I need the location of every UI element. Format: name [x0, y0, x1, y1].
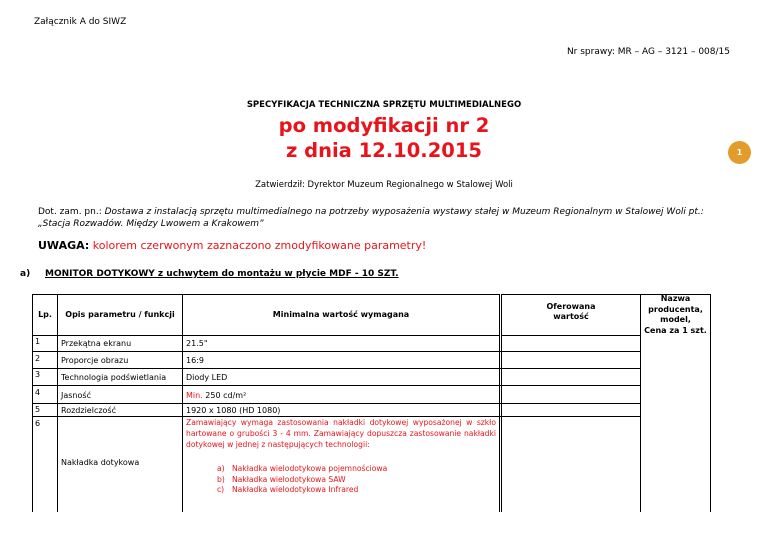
approved-by: Zatwierdził: Dyrektor Muzeum Regionalnego w Stalowej Woli	[255, 180, 513, 190]
order-subject-title: Dostawa z instalacją sprzętu multimedialnego na potrzeby wyposażenia wystawy stałej w Muzeum Regionalnym w Stalowej Woli pt.:	[104, 207, 704, 217]
list-item	[217, 464, 387, 475]
order-subject-prefix: Dot. zam. pn.:	[38, 207, 105, 217]
row-param: Nakładka dotykowa	[61, 458, 140, 467]
row-value: 16:9	[186, 356, 204, 365]
header-producer-line: Nazwa	[660, 294, 691, 303]
table-border	[32, 368, 640, 369]
touch-options-list	[217, 464, 387, 496]
case-number: Nr sprawy: MR – AG – 3121 – 008/15	[566, 47, 730, 57]
list-item-letter: b)	[217, 474, 225, 484]
list-item-text: Nakładka wielodotykowa Infrared	[232, 485, 359, 494]
row-lp: 1	[35, 337, 41, 346]
row-param: Przekątna ekranu	[61, 339, 132, 348]
section-a-heading	[20, 269, 399, 279]
modification-title: po modyfikacji nr 2	[278, 114, 490, 137]
table-border	[32, 335, 499, 336]
list-item-text: Nakładka wielodotykowa SAW	[232, 474, 346, 484]
page-number-badge: 1	[728, 141, 751, 164]
header-producer-line: producenta,	[648, 304, 703, 314]
row-value-main: 250 cd/m²	[202, 391, 247, 400]
list-item-text: Nakładka wielodotykowa pojemnościowa	[232, 464, 388, 473]
header-offered-line: wartość	[553, 312, 589, 321]
list-item-letter: a)	[217, 464, 225, 473]
list-item-letter: c)	[217, 485, 225, 494]
list-item	[217, 475, 387, 486]
row-lp: 2	[35, 354, 41, 363]
header-lp: Lp.	[38, 310, 52, 319]
table-border	[32, 403, 640, 404]
table-border	[501, 294, 502, 512]
table-border	[182, 294, 183, 512]
row-value	[186, 391, 246, 400]
table-border	[501, 335, 640, 336]
order-subject-title-cont: „Stacja Rozwadów. Między Lwowem a Krakowem”	[38, 219, 264, 229]
row-value: 1920 x 1080 (HD 1080)	[186, 406, 281, 415]
row-value: 21.5"	[186, 339, 208, 348]
header-param: Opis parametru / funkcji	[65, 310, 175, 319]
row-value-prefix: Min.	[186, 391, 203, 400]
table-border	[32, 385, 640, 386]
order-subject	[38, 207, 704, 217]
table-border	[57, 294, 58, 512]
row-param: Rozdzielczość	[61, 406, 116, 415]
header-offered-value	[502, 302, 640, 322]
header-producer	[641, 294, 710, 336]
header-producer-line: model,	[660, 315, 691, 324]
row-lp: 6	[35, 419, 41, 428]
row-value: Diody LED	[186, 373, 228, 382]
table-border	[32, 294, 499, 295]
row-param: Technologia podświetlania	[61, 373, 167, 382]
row-value-description: Zamawiający wymaga zastosowania nakładki dotykowej wyposażonej w szkło hartowane o grubości 3 - 4 mm. Zamawiający dopuszcza zastosowanie nakładki dotykowej w jednej z następujących technologii:	[186, 418, 496, 449]
row-lp: 5	[35, 405, 41, 414]
table-border	[32, 294, 33, 512]
list-item	[217, 485, 387, 496]
modification-date: z dnia 12.10.2015	[286, 139, 482, 162]
row-lp: 3	[35, 370, 41, 379]
table-border	[710, 294, 711, 512]
notice	[38, 239, 426, 252]
section-letter: a)	[20, 269, 31, 279]
header-offered-line: Oferowana	[546, 302, 596, 311]
notice-label: UWAGA:	[38, 239, 90, 252]
table-border	[499, 294, 500, 512]
table-border	[32, 351, 640, 352]
header-min-value: Minimalna wartość wymagana	[272, 310, 410, 319]
header-producer-line: Cena za 1 szt.	[644, 325, 707, 335]
row-lp: 4	[35, 388, 41, 397]
row-param: Proporcje obrazu	[61, 356, 129, 365]
section-title: MONITOR DOTYKOWY z uchwytem do montażu w płycie MDF - 10 SZT.	[45, 269, 399, 279]
attachment-label: Załącznik A do SIWZ	[34, 17, 127, 27]
notice-text: kolorem czerwonym zaznaczono zmodyfikowane parametry!	[89, 239, 427, 252]
spec-title: SPECYFIKACJA TECHNICZNA SPRZĘTU MULTIMEDIALNEGO	[246, 100, 522, 110]
row-param: Jasność	[61, 391, 91, 400]
